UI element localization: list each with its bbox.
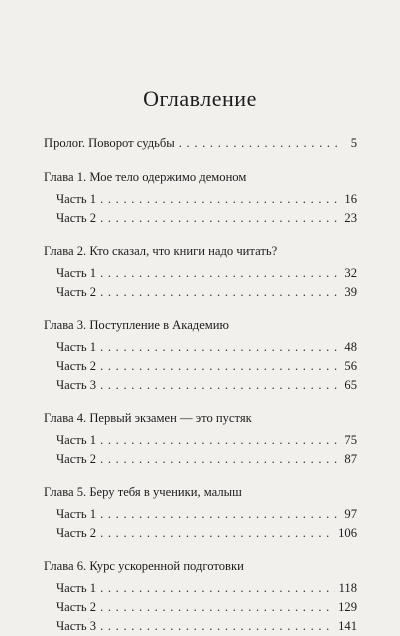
dot-leader	[100, 524, 334, 543]
toc-entry-part	[44, 264, 357, 283]
dot-leader	[100, 617, 334, 636]
part-page-number: 106	[338, 526, 357, 540]
toc-entries	[44, 134, 357, 636]
part-label: Часть 2	[56, 359, 97, 373]
dot-leader	[100, 598, 334, 617]
part-label: Часть 2	[56, 600, 97, 614]
dot-leader	[100, 376, 339, 395]
toc-entry-part	[44, 505, 357, 524]
prologue-label: Пролог. Поворот судьбы	[44, 136, 175, 150]
part-page-number: 87	[344, 452, 357, 466]
toc-entry-part	[44, 598, 357, 617]
part-page-number: 118	[338, 581, 357, 595]
dot-leader	[100, 209, 339, 228]
part-page-number: 75	[344, 433, 357, 447]
toc-entry-part	[44, 283, 357, 302]
dot-leader	[100, 283, 339, 302]
part-label: Часть 2	[56, 526, 97, 540]
dot-leader	[100, 579, 335, 598]
part-label: Часть 1	[56, 433, 97, 447]
toc-entry-part	[44, 524, 357, 543]
prologue-page-number: 5	[350, 136, 357, 150]
part-label: Часть 2	[56, 285, 97, 299]
part-page-number: 129	[338, 600, 357, 614]
part-page-number: 48	[344, 340, 357, 354]
toc-entry-part	[44, 209, 357, 228]
part-label: Часть 1	[56, 266, 97, 280]
part-page-number: 141	[338, 619, 357, 633]
toc-entry-part	[44, 338, 357, 357]
part-page-number: 23	[344, 211, 357, 225]
toc-entry-part	[44, 190, 357, 209]
toc-entry-part	[44, 579, 357, 598]
part-page-number: 32	[344, 266, 357, 280]
part-page-number: 39	[344, 285, 357, 299]
part-label: Часть 1	[56, 507, 97, 521]
toc-entry-part	[44, 431, 357, 450]
toc-entry-part	[44, 450, 357, 469]
part-label: Часть 1	[56, 581, 97, 595]
part-label: Часть 3	[56, 619, 97, 633]
part-label: Часть 1	[56, 340, 97, 354]
part-page-number: 16	[344, 192, 357, 206]
toc-entry-part	[44, 376, 357, 395]
toc-entry-part	[44, 357, 357, 376]
dot-leader	[100, 264, 339, 283]
dot-leader	[179, 134, 339, 153]
chapter-heading: Глава 4. Первый экзамен — это пустяк	[44, 411, 252, 425]
part-page-number: 65	[344, 378, 357, 392]
dot-leader	[100, 431, 339, 450]
chapter-heading: Глава 1. Мое тело одержимо демоном	[44, 170, 247, 184]
toc-entry-prologue	[44, 134, 357, 153]
toc-title: Оглавление	[143, 86, 257, 111]
chapter-heading: Глава 5. Беру тебя в ученики, малыш	[44, 485, 242, 499]
part-label: Часть 3	[56, 378, 97, 392]
part-label: Часть 2	[56, 452, 97, 466]
chapter-heading: Глава 6. Курс ускоренной подготовки	[44, 559, 244, 573]
dot-leader	[100, 190, 339, 209]
part-page-number: 56	[344, 359, 357, 373]
dot-leader	[100, 505, 339, 524]
part-page-number: 97	[344, 507, 357, 521]
dot-leader	[100, 338, 339, 357]
chapter-heading: Глава 3. Поступление в Академию	[44, 318, 229, 332]
dot-leader	[100, 450, 339, 469]
part-label: Часть 1	[56, 192, 97, 206]
toc-entry-part	[44, 617, 357, 636]
part-label: Часть 2	[56, 211, 97, 225]
dot-leader	[100, 357, 339, 376]
chapter-heading: Глава 2. Кто сказал, что книги надо читать?	[44, 244, 278, 258]
